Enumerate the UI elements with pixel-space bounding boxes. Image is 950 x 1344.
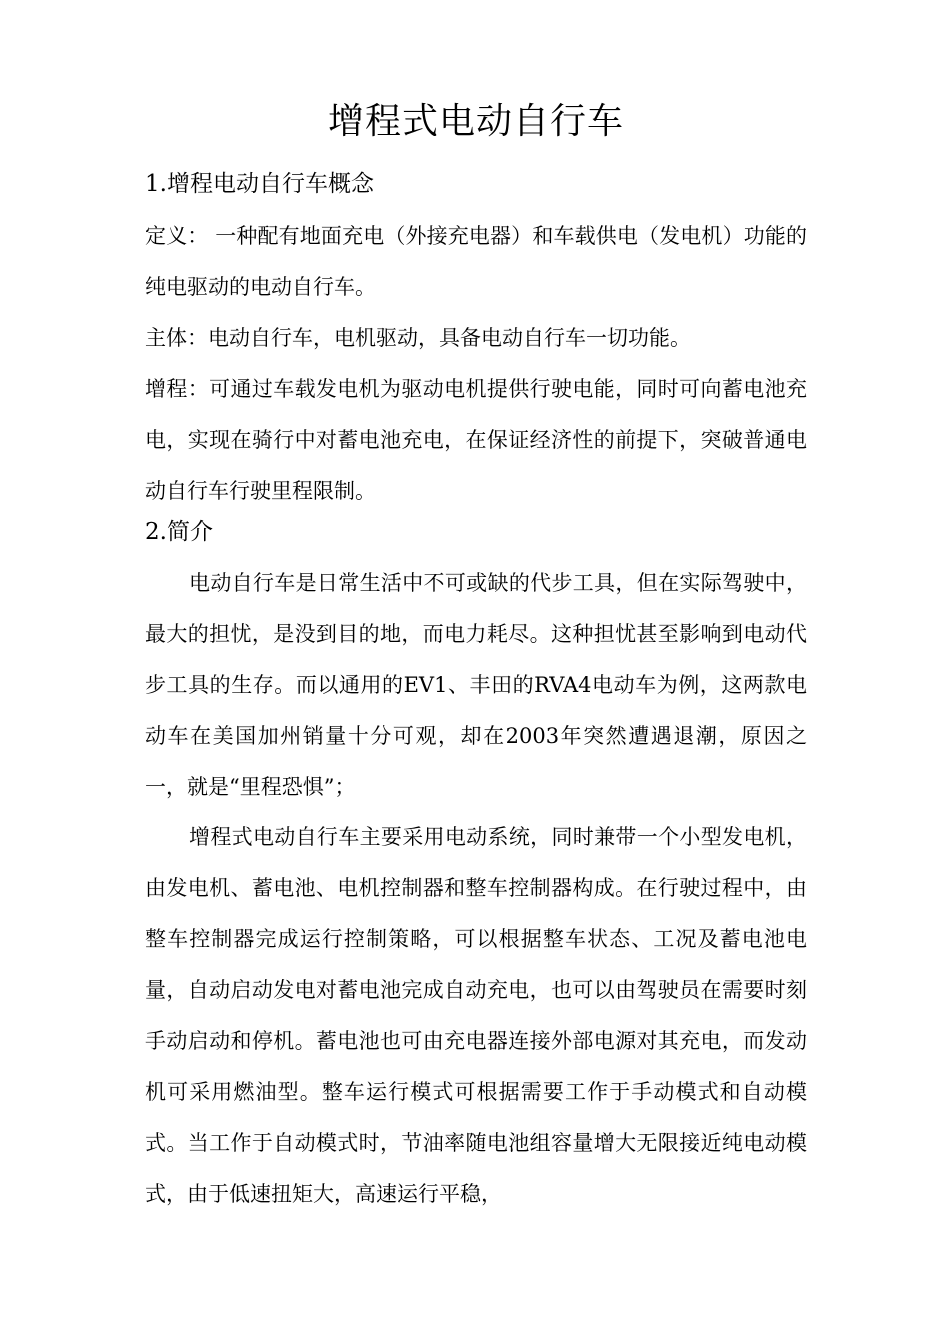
definition-paragraph: 定义： 一种配有地面充电（外接充电器）和车载供电（发电机）功能的纯电驱动的电动自行车。 <box>145 224 807 299</box>
subject-paragraph: 主体：电动自行车，电机驱动，具备电动自行车一切功能。 <box>145 326 691 350</box>
introduction-paragraph-2: 增程式电动自行车主要采用电动系统，同时兼带一个小型发电机，由发电机、蓄电池、电机控制器和整车控制器构成。在行驶过程中，由整车控制器完成运行控制策略，可以根据整车状态、工况及蓄电池电量，自动启动发电对蓄电池完成自动充电，也可以由驾驶员在需要时刻手动启动和停机。蓄电池也可由充电器连接外部电源对其充电，而发动机可采用燃油型。整车运行模式可根据需要工作于手动模式和自动模式。当工作于自动模式时，节油率随电池组容量增大无限接近纯电动模式，由于低速扭矩大，高速运行平稳， <box>145 825 807 1206</box>
range-extension-paragraph: 增程：可通过车载发电机为驱动电机提供行驶电能，同时可向蓄电池充电，实现在骑行中对蓄电池充电，在保证经济性的前提下，突破普通电动自行车行驶里程限制。 <box>145 377 807 503</box>
document-title: 增程式电动自行车 <box>327 101 624 142</box>
introduction-paragraph-1: 电动自行车是日常生活中不可或缺的代步工具，但在实际驾驶中，最大的担忧，是没到目的地，而电力耗尽。这种担忧甚至影响到电动代步工具的生存。而以通用的EV1、丰田的RVA4电动车为例，这两款电动车在美国加州销量十分可观，却在2003年突然遭遇退潮，原因之一，就是“里程恐惧”； <box>145 571 807 799</box>
section-heading-concept: 1.增程电动自行车概念 <box>145 171 374 197</box>
section-heading-introduction: 2.简介 <box>145 519 213 545</box>
